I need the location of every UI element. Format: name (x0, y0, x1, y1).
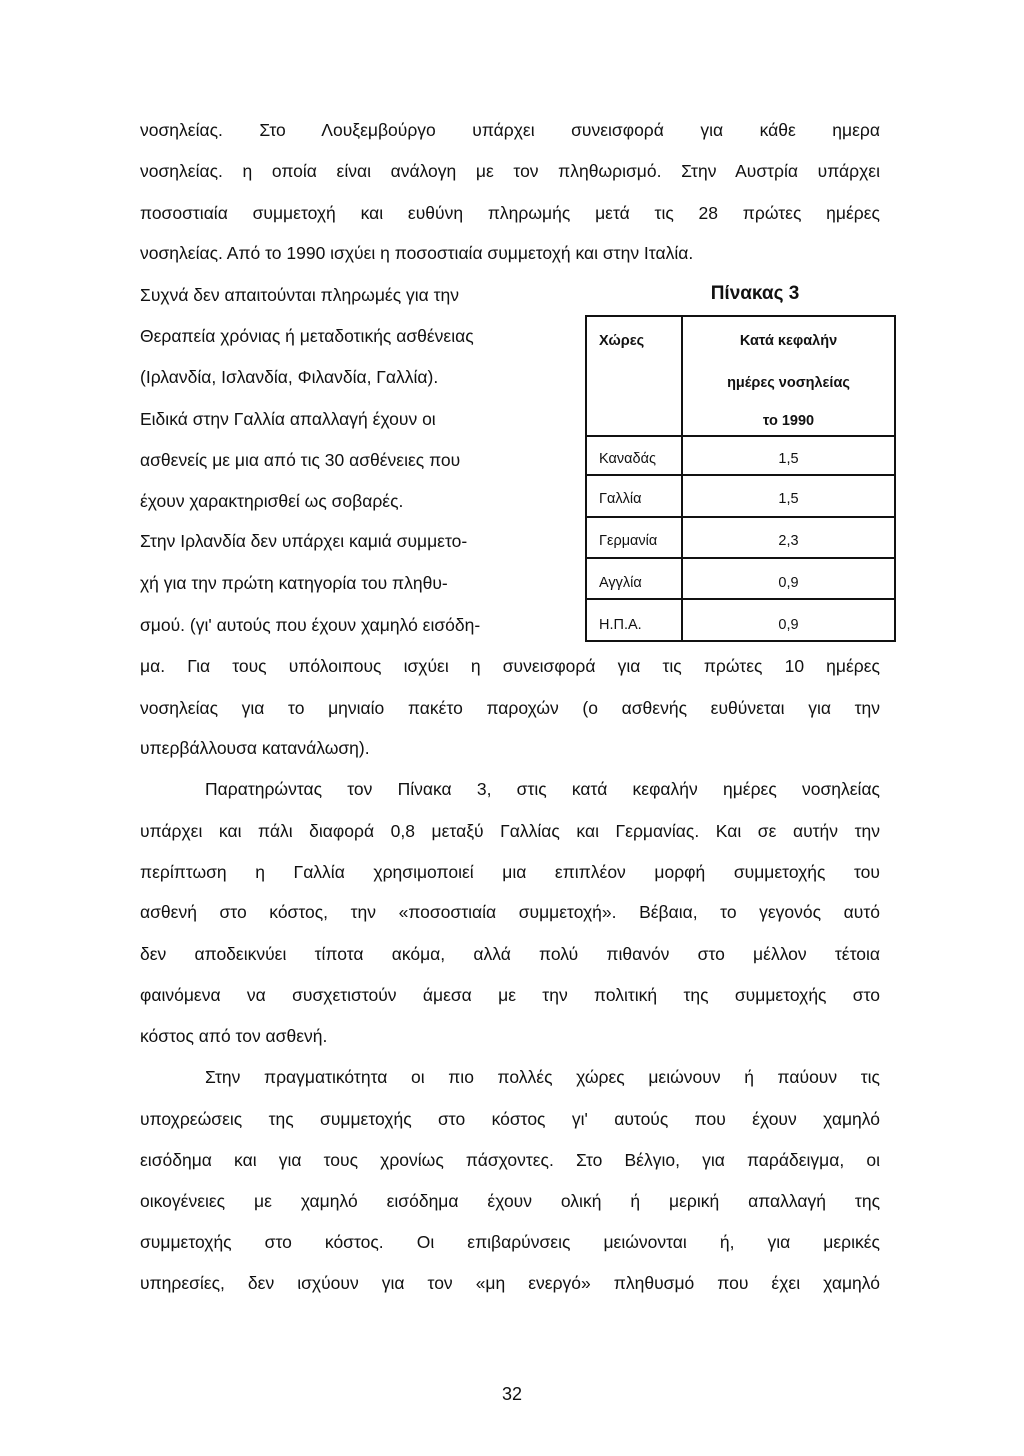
text-line: Παρατηρώντας τον Πίνακα 3, στις κατά κεφαλήν ημέρες νοσηλείας (205, 779, 880, 799)
text-line: κόστος από τον ασθενή. (140, 1026, 328, 1046)
side-text-line: Θεραπεία χρόνιας ή μεταδοτικής ασθένειας (140, 326, 474, 346)
side-text-line: Συχνά δεν απαιτούνται πληρωμές για την (140, 285, 460, 305)
table-cell-country: Γαλλία (599, 491, 642, 507)
table-cell-value: 2,3 (778, 533, 799, 549)
text-line: Στην πραγματικότητα οι πιο πολλές χώρες μειώνουν ή παύουν τις (205, 1067, 880, 1087)
text-line: υπηρεσίες, δεν ισχύουν για τον «μη ενεργό» πληθυσμό που έχει χαμηλό (140, 1273, 880, 1293)
table-cell-country: Η.Π.Α. (599, 617, 642, 633)
table-cell-value: 0,9 (778, 575, 799, 591)
table-header-value: Κατά κεφαλήν (739, 333, 838, 349)
table-rule (587, 598, 894, 600)
table-cell-value: 1,5 (778, 451, 799, 467)
text-line: περίπτωση η Γαλλία χρησιμοποιεί μια επιπλέον μορφή συμμετοχής του (140, 862, 880, 882)
table-header-value: ημέρες νοσηλείας (727, 375, 850, 391)
text-line: μα. Για τους υπόλοιπους ισχύει η συνεισφορά για τις πρώτες 10 ημέρες (140, 656, 880, 676)
page-number: 32 (501, 1384, 523, 1404)
text-line: συμμετοχής στο κόστος. Οι επιβαρύνσεις μειώνονται ή, για μερικές (140, 1232, 880, 1252)
table-header-value: το 1990 (762, 413, 815, 429)
text-line: νοσηλείας. Στο Λουξεμβούργο υπάρχει συνεισφορά για κάθε ημερα (140, 120, 880, 140)
side-text-line: ασθενείς με μια από τις 30 ασθένειες που (140, 450, 461, 470)
text-line: ποσοστιαία συμμετοχή και ευθύνη πληρωμής μετά τις 28 πρώτες ημέρες (140, 203, 880, 223)
text-line: υποχρεώσεις της συμμετοχής στο κόστος γι' αυτούς που έχουν χαμηλό (140, 1109, 880, 1129)
table-cell-value: 0,9 (778, 617, 799, 633)
side-text-line: σμού. (γι' αυτούς που έχουν χαμηλό εισόδη- (140, 615, 481, 635)
text-line: υπάρχει και πάλι διαφορά 0,8 μεταξύ Γαλλίας και Γερμανίας. Και σε αυτήν την (140, 821, 880, 841)
table-cell-country: Αγγλία (599, 575, 642, 591)
table-rule (587, 315, 894, 317)
text-line: εισόδημα και για τους χρονίως πάσχοντες. Στο Βέλγιο, για παράδειγμα, οι (140, 1150, 880, 1170)
data-table (585, 315, 896, 642)
side-text-line: Ειδικά στην Γαλλία απαλλαγή έχουν οι (140, 409, 436, 429)
table-rule (587, 435, 894, 437)
text-line: νοσηλείας. Από το 1990 ισχύει η ποσοστιαία συμμετοχή και στην Ιταλία. (140, 243, 694, 263)
text-line: δεν αποδεικνύει τίποτα ακόμα, αλλά πολύ πιθανόν στο μέλλον τέτοια (140, 944, 880, 964)
table-cell-country: Γερμανία (599, 533, 658, 549)
text-line: ασθενή στο κόστος, την «ποσοστιαία συμμετοχή». Βέβαια, το γεγονός αυτό (140, 902, 880, 922)
text-line: οικογένειες με χαμηλό εισόδημα έχουν ολική ή μερική απαλλαγή της (140, 1191, 880, 1211)
text-line: νοσηλείας για το μηνιαίο πακέτο παροχών (ο ασθενής ευθύνεται για την (140, 698, 880, 718)
table-header-country: Χώρες (599, 333, 645, 349)
table-cell-value: 1,5 (778, 491, 799, 507)
side-text-line: χή για την πρώτη κατηγορία του πληθυ- (140, 573, 448, 593)
table-rule (587, 474, 894, 476)
text-line: νοσηλείας. η οποία είναι ανάλογη με τον πληθωρισμό. Στην Αυστρία υπάρχει (140, 161, 880, 181)
table-rule (587, 557, 894, 559)
side-text-line: Στην Ιρλανδία δεν υπάρχει καμιά συμμετο- (140, 531, 468, 551)
side-text-line: έχουν χαρακτηρισθεί ως σοβαρές. (140, 491, 404, 511)
text-line: υπερβάλλουσα κατανάλωση). (140, 738, 370, 758)
side-text-line: (Ιρλανδία, Ισλανδία, Φιλανδία, Γαλλία). (140, 367, 439, 387)
table-title: Πίνακας 3 (710, 283, 800, 304)
table-rule (587, 516, 894, 518)
table-cell-country: Καναδάς (599, 451, 656, 467)
text-line: φαινόμενα να συσχετιστούν άμεσα με την πολιτική της συμμετοχής στο (140, 985, 880, 1005)
